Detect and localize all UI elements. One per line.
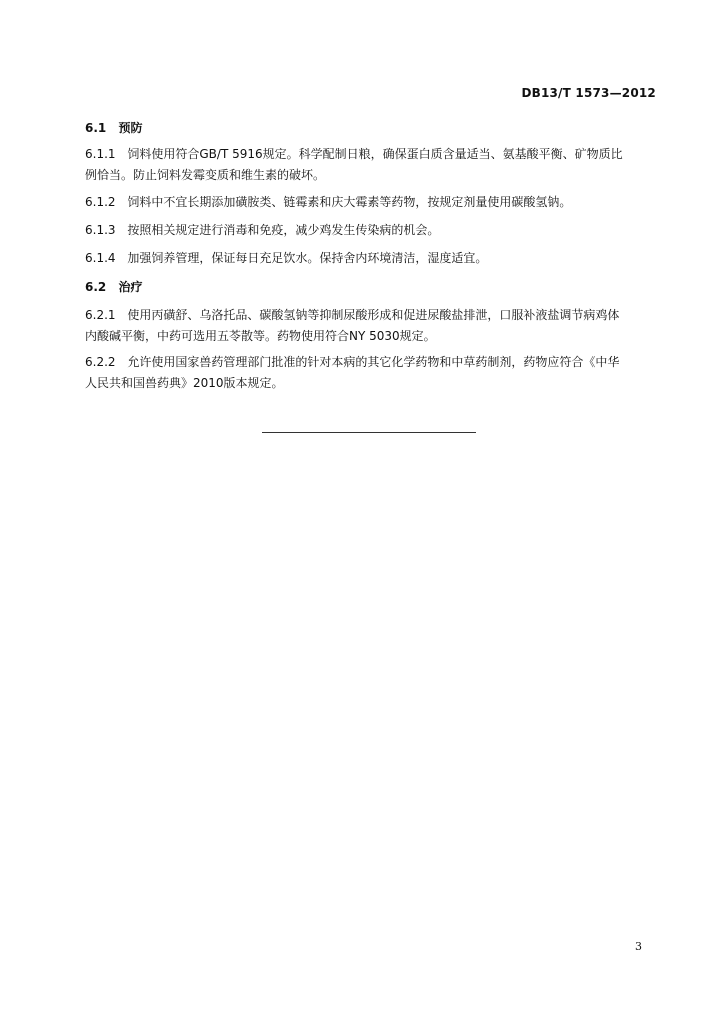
clause-text: 饲料中不宜长期添加磺胺类、链霉素和庆大霉素等药物，按规定剂量使用碳酸氢钠。 (127, 195, 572, 209)
clause-number: 6.1.2 (85, 195, 116, 209)
section-heading-prevention (85, 118, 663, 139)
clause-number: 6.2.2 (85, 355, 116, 369)
clause-number: 6.1.1 (85, 147, 116, 161)
page-number: 3 (635, 940, 642, 953)
section-number: 6.1 (85, 121, 107, 135)
paragraph-6-1-4 (85, 248, 663, 269)
section-heading-treatment (85, 277, 663, 298)
paragraph-line-2: 人民共和国兽药典》2010版本规定。 (85, 376, 284, 390)
paragraph-line-2: 内酸碱平衡，中药可选用五苓散等。药物使用符合NY 5030规定。 (85, 329, 436, 343)
paragraph-6-2-1 (85, 305, 663, 347)
clause-text: 使用丙磺舒、乌洛托品、碳酸氢钠等抑制尿酸形成和促进尿酸盐排泄，口服补液盐调节病鸡体 (127, 308, 620, 322)
clause-text: 按照相关规定进行消毒和免疫，减少鸡发生传染病的机会。 (127, 223, 440, 237)
section-title: 预防 (118, 121, 143, 135)
end-divider (262, 432, 476, 433)
clause-text: 加强饲养管理，保证每日充足饮水。保持舍内环境清洁，湿度适宜。 (127, 251, 488, 265)
section-number: 6.2 (85, 280, 107, 294)
clause-text: 饲料使用符合GB/T 5916规定。科学配制日粮，确保蛋白质含量适当、氨基酸平衡、矿物质比 (127, 147, 623, 161)
paragraph-6-1-1 (85, 144, 663, 186)
clause-text: 允许使用国家兽药管理部门批准的针对本病的其它化学药物和中草药制剂，药物应符合《中华 (127, 355, 620, 369)
section-title: 治疗 (118, 280, 143, 294)
clause-number: 6.2.1 (85, 308, 116, 322)
paragraph-line-1 (85, 352, 663, 373)
paragraph-6-2-2 (85, 352, 663, 394)
paragraph-line-1 (85, 144, 663, 165)
clause-number: 6.1.4 (85, 251, 116, 265)
paragraph-line-2: 例恰当。防止饲料发霉变质和维生素的破坏。 (85, 168, 326, 182)
paragraph-line-1 (85, 305, 663, 326)
paragraph-6-1-3 (85, 220, 663, 241)
clause-number: 6.1.3 (85, 223, 116, 237)
paragraph-6-1-2 (85, 192, 663, 213)
document-code: DB13/T 1573—2012 (521, 86, 656, 100)
